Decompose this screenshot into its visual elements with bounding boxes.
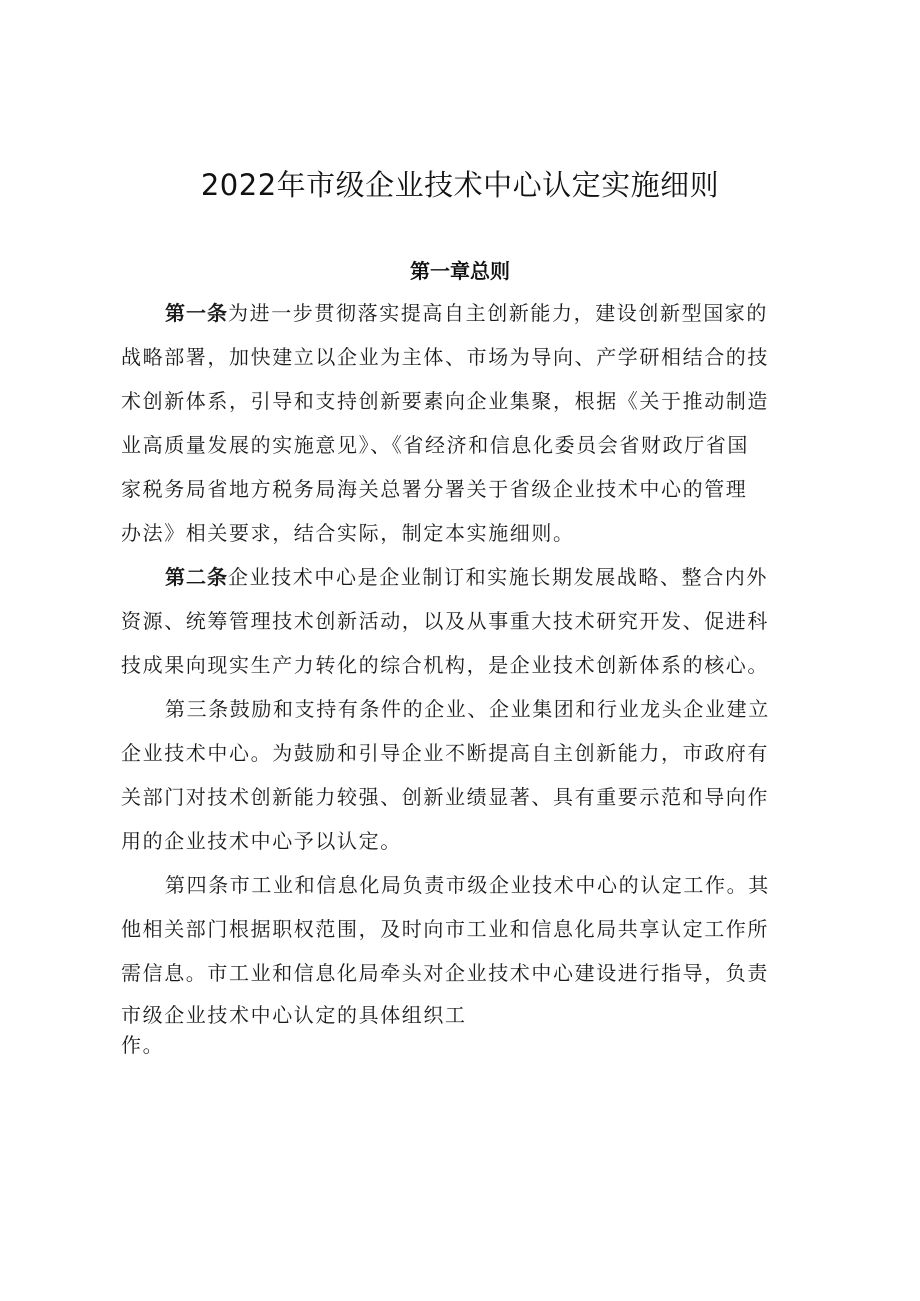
article-4-line-4: 市级企业技术中心认定的具体组织工 — [121, 1003, 467, 1027]
article-2-line-3: 技成果向现实生产力转化的综合机构，是企业技术创新体系的核心。 — [121, 653, 769, 677]
article-4-line-5: 作。 — [121, 1033, 165, 1057]
article-4-line-3: 需信息。市工业和信息化局牵头对企业技术中心建设进行指导，负责 — [121, 961, 769, 985]
article-3-line-2: 企业技术中心。为鼓励和引导企业不断提高自主创新能力，市政府有 — [121, 741, 769, 765]
article-3-line-1: 第三条鼓励和支持有条件的企业、企业集团和行业龙头企业建立 — [165, 697, 770, 721]
article-1-line-3: 术创新体系，引导和支持创新要素向企业集聚，根据《关于推动制造 — [121, 389, 769, 413]
chapter-heading: 第一章总则 — [410, 259, 510, 283]
article-4-line-1: 第四条市工业和信息化局负责市级企业技术中心的认定工作。其 — [165, 873, 770, 897]
article-3-line-4: 用的企业技术中心予以认定。 — [121, 829, 402, 853]
article-1-line-5: 家税务局省地方税务局海关总署分署关于省级企业技术中心的管理 — [121, 477, 748, 501]
article-1-line-2: 战略部署，加快建立以企业为主体、市场为导向、产学研相结合的技 — [121, 345, 769, 369]
article-2-label: 第二条 — [165, 565, 228, 589]
article-1-line-1: 第一条为进一步贯彻落实提高自主创新能力，建设创新型国家的 — [165, 301, 768, 325]
article-4-line-2: 他相关部门根据职权范围，及时向市工业和信息化局共享认定工作所 — [121, 917, 769, 941]
article-2-line-2: 资源、统筹管理技术创新活动，以及从事重大技术研究开发、促进科 — [121, 609, 769, 633]
article-1-line-4: 业高质量发展的实施意见》、《省经济和信息化委员会省财政厅省国 — [121, 433, 749, 457]
article-1-line-6: 办法》相关要求，结合实际，制定本实施细则。 — [121, 521, 575, 545]
document-title: 2022年市级企业技术中心认定实施细则 — [200, 168, 720, 202]
article-2-line-1: 第二条企业技术中心是企业制订和实施长期发展战略、整合内外 — [165, 565, 768, 589]
article-1-label: 第一条 — [165, 301, 228, 325]
article-3-line-3: 关部门对技术创新能力较强、创新业绩显著、具有重要示范和导向作 — [121, 785, 769, 809]
